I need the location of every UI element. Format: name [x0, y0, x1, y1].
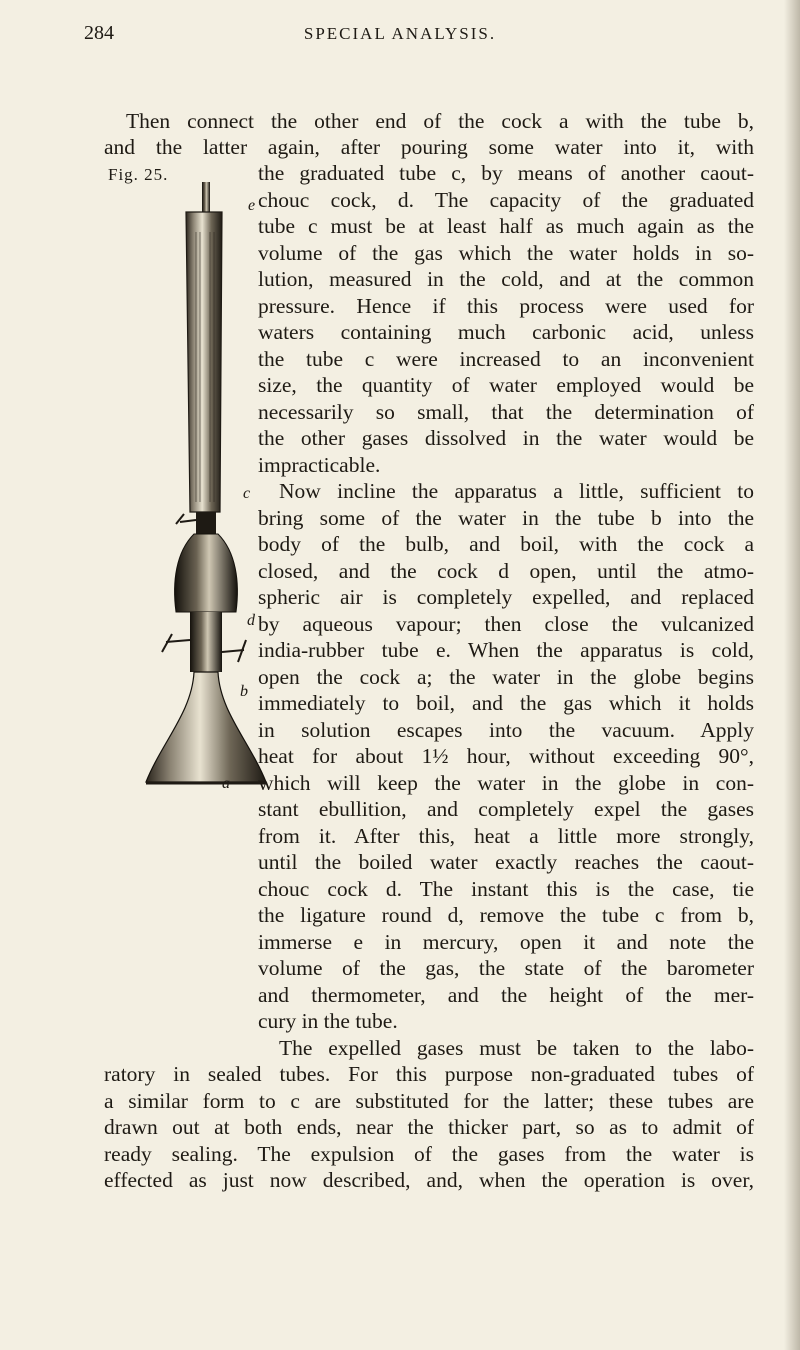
text-line: ready sealing. The expulsion of the gases from the water is [104, 1142, 754, 1166]
text-line: and thermometer, and the height of the mer- [258, 983, 754, 1007]
cock-a [190, 612, 222, 672]
text-line: the other gases dissolved in the water would be [258, 426, 754, 450]
text-line: immediately to boil, and the gas which it holds [258, 691, 754, 715]
text-line: volume of the gas, the state of the barometer [258, 956, 754, 980]
text-line: ratory in sealed tubes. For this purpose non-graduated tubes of [104, 1062, 754, 1086]
text-line: tube c must be at least half as much again as the [258, 214, 754, 238]
figure-label-c: c [243, 485, 251, 502]
text-line: india-rubber tube e. When the apparatus is cold, [258, 638, 754, 662]
text-line: Now incline the apparatus a little, sufficient to [279, 479, 754, 503]
text-line: necessarily so small, that the determination of [258, 400, 754, 424]
tube-b [175, 534, 238, 612]
page-number: 284 [84, 22, 114, 44]
text-line: open the cock a; the water in the globe begins [258, 665, 754, 689]
text-line: effected as just now described, and, when the operation is over, [104, 1168, 754, 1192]
text-line: Then connect the other end of the cock a with the tube b, [126, 109, 754, 133]
text-line: until the boiled water exactly reaches the caout- [258, 850, 754, 874]
text-line: immerse e in mercury, open it and note the [258, 930, 754, 954]
text-line: drawn out at both ends, near the thicker part, so as to admit of [104, 1115, 754, 1139]
text-line: The expelled gases must be taken to the labo- [279, 1036, 754, 1060]
text-line: closed, and the cock d open, until the atmo- [258, 559, 754, 583]
text-line: in solution escapes into the vacuum. Apply [258, 718, 754, 742]
text-line: the ligature round d, remove the tube c from b, [258, 903, 754, 927]
running-head: SPECIAL ANALYSIS. [303, 24, 497, 43]
cock-d [196, 512, 216, 534]
page-edge-shadow [784, 0, 800, 1350]
text-line: by aqueous vapour; then close the vulcanized [258, 612, 754, 636]
text-line: chouc cock, d. The capacity of the graduated [258, 188, 754, 212]
text-line: and the latter again, after pouring some water into it, with [104, 135, 754, 159]
text-line: volume of the gas which the water holds in so- [258, 241, 754, 265]
text-line: heat for about 1½ hour, without exceeding 90°, [258, 744, 754, 768]
figure-label-b: b [240, 683, 248, 700]
text-line: the graduated tube c, by means of another caout- [258, 161, 754, 185]
text-line: from it. After this, heat a little more strongly, [258, 824, 754, 848]
text-line: cury in the tube. [258, 1009, 398, 1033]
text-line: stant ebullition, and completely expel the gases [258, 797, 754, 821]
text-line: bring some of the water in the tube b into the [258, 506, 754, 530]
figure-label-e: e [248, 197, 256, 214]
text-line: size, the quantity of water employed would be [258, 373, 754, 397]
text-line: lution, measured in the cold, and at the common [258, 267, 754, 291]
tube-e [202, 182, 210, 212]
text-line: the tube c were increased to an inconvenient [258, 347, 754, 371]
text-line: waters containing much carbonic acid, unless [258, 320, 754, 344]
graduated-tube-c [186, 212, 222, 512]
figure-caption: Fig. 25. [108, 165, 169, 184]
text-line: pressure. Hence if this process were used for [258, 294, 754, 318]
text-line: spheric air is completely expelled, and replaced [258, 585, 754, 609]
text-line: a similar form to c are substituted for the latter; these tubes are [104, 1089, 754, 1113]
apparatus-figure [140, 182, 270, 787]
globe [146, 672, 266, 782]
figure-label-d: d [247, 612, 255, 629]
text-line: chouc cock d. The instant this is the case, tie [258, 877, 754, 901]
text-line: body of the bulb, and boil, with the cock a [258, 532, 754, 556]
text-line: impracticable. [258, 453, 381, 477]
figure-label-a: a [222, 775, 230, 792]
text-line: which will keep the water in the globe in con- [258, 771, 754, 795]
page-header [0, 12, 800, 52]
